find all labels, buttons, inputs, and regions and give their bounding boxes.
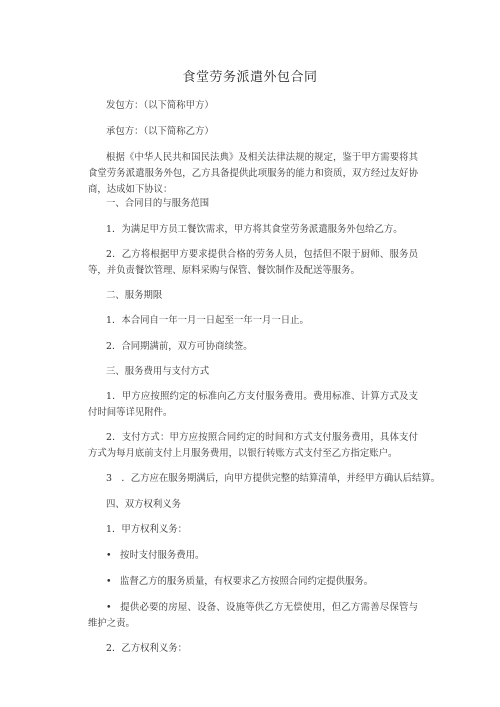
section-1-item-1: 1．为满足甲方员工餐饮需求，甲方将其食堂劳务派遣服务外包给乙方。 — [106, 224, 403, 235]
section-4-item-1: 1．甲方权利义务： — [106, 524, 187, 535]
document-title: 食堂劳务派遣外包合同 — [182, 70, 318, 85]
section-3-item-1: 1．甲方应按照约定的标准向乙方支付服务费用。费用标准、计算方式及支付时间等详见附件。 — [88, 391, 418, 418]
section-4-heading: 四、双方权利义务 — [106, 499, 182, 510]
party-a-line: 发包方：（以下简称甲方） — [106, 100, 214, 111]
section-3-item-3: 3 ．乙方应在服务期满后，向甲方提供完整的结算清单，并经甲方确认后结算。 — [106, 473, 441, 484]
bullet-marker: • — [106, 602, 112, 613]
section-4-party-a-bullet-1 — [88, 548, 418, 564]
section-1-item-2: 2．乙方将根据甲方要求提供合格的劳务人员，包括但不限于厨师、服务员等，并负责餐饮管理、原料采购与保管、餐饮制作及配送等服务。 — [88, 249, 418, 276]
section-1-heading: 一、合同目的与服务范围 — [106, 198, 210, 209]
section-4-party-a-bullet-2 — [88, 574, 418, 590]
section-2-heading: 二、服务期限 — [106, 290, 163, 301]
section-3-heading: 三、服务费用与支付方式 — [106, 366, 210, 377]
section-4-item-2: 2．乙方权利义务： — [106, 643, 187, 654]
section-2-item-1: 1．本合同自一年一月一日起至一年一月一日止。 — [106, 315, 309, 326]
bullet-text: 按时支付服务费用。 — [120, 550, 205, 561]
section-3-item-2: 2．支付方式：甲方应按照合同约定的时间和方式支付服务费用，具体支付方式为每月底前支付上月服务费用，以银行转账方式支付至乙方指定账户。 — [88, 432, 418, 459]
bullet-text: 提供必要的房屋、设备、设施等供乙方无偿使用，但乙方需善尽保管与维护之责。 — [88, 602, 418, 629]
bullet-marker: • — [106, 550, 112, 561]
section-2-item-2: 2．合同期满前，双方可协商续签。 — [106, 341, 253, 352]
bullet-text: 监督乙方的服务质量，有权要求乙方按照合同约定提供服务。 — [120, 576, 374, 587]
section-4-party-a-bullet-3 — [88, 600, 418, 632]
bullet-marker: • — [106, 576, 112, 587]
preamble-paragraph: 根据《中华人民共和国民法典》及相关法律法规的规定，鉴于甲方需要将其食堂劳务派遣服务外包，乙方具备提供此项服务的能力和资质，双方经过友好协商，达成如下协议： — [88, 152, 418, 195]
party-b-line: 承包方：（以下简称乙方） — [106, 126, 214, 137]
